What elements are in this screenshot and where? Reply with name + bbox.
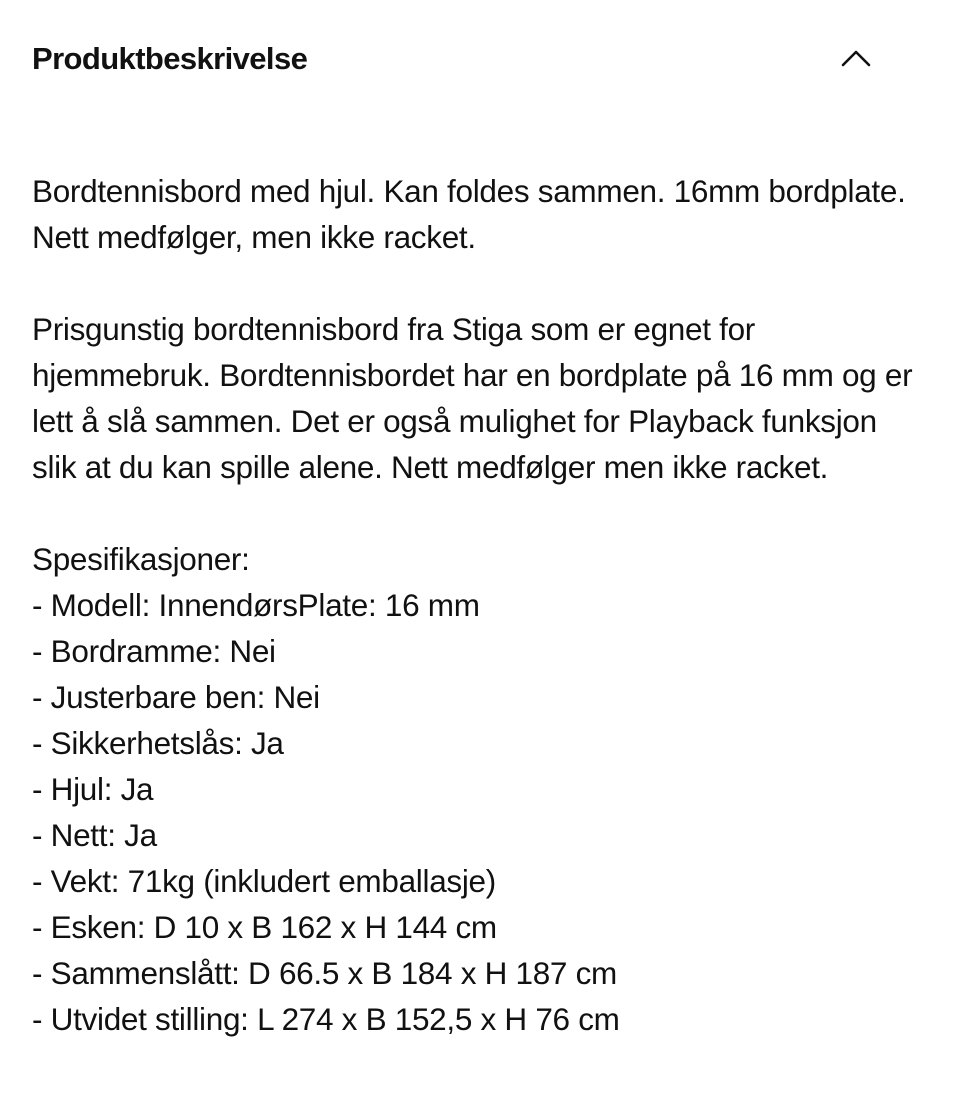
description-paragraph: Prisgunstig bordtennisbord fra Stiga som er egnet for hjemmebruk. Bordtennisbordet har en bordplate på 16 mm og er lett å slå sammen. Det er også mulighet for Playback funksjon slik at du kan spille alene. Nett medfølger men ikke racket. (32, 311, 913, 485)
spec-item: - Hjul: Ja (32, 771, 154, 807)
description-body (32, 116, 928, 1042)
spec-item: - Esken: D 10 x B 162 x H 144 cm (32, 909, 497, 945)
spec-item: - Bordramme: Nei (32, 633, 276, 669)
spec-item: - Utvidet stilling: L 274 x B 152,5 x H 76 cm (32, 1001, 620, 1037)
spec-item: - Justerbare ben: Nei (32, 679, 320, 715)
spec-item: - Modell: InnendørsPlate: 16 mm (32, 587, 480, 623)
spec-item: - Nett: Ja (32, 817, 157, 853)
chevron-up-icon (841, 49, 871, 67)
spec-item: - Sammenslått: D 66.5 x B 184 x H 187 cm (32, 955, 617, 991)
section-title: Produktbeskrivelse (32, 40, 308, 76)
accordion-header[interactable] (32, 0, 928, 116)
specs-title: Spesifikasjoner: (32, 541, 250, 577)
spec-item: - Sikkerhetslås: Ja (32, 725, 284, 761)
spec-list (32, 582, 928, 1042)
collapse-toggle-button[interactable] (834, 36, 878, 80)
description-paragraph: Bordtennisbord med hjul. Kan foldes sammen. 16mm bordplate. Nett medfølger, men ikke racket. (32, 173, 906, 255)
spec-item: - Vekt: 71kg (inkludert emballasje) (32, 863, 496, 899)
